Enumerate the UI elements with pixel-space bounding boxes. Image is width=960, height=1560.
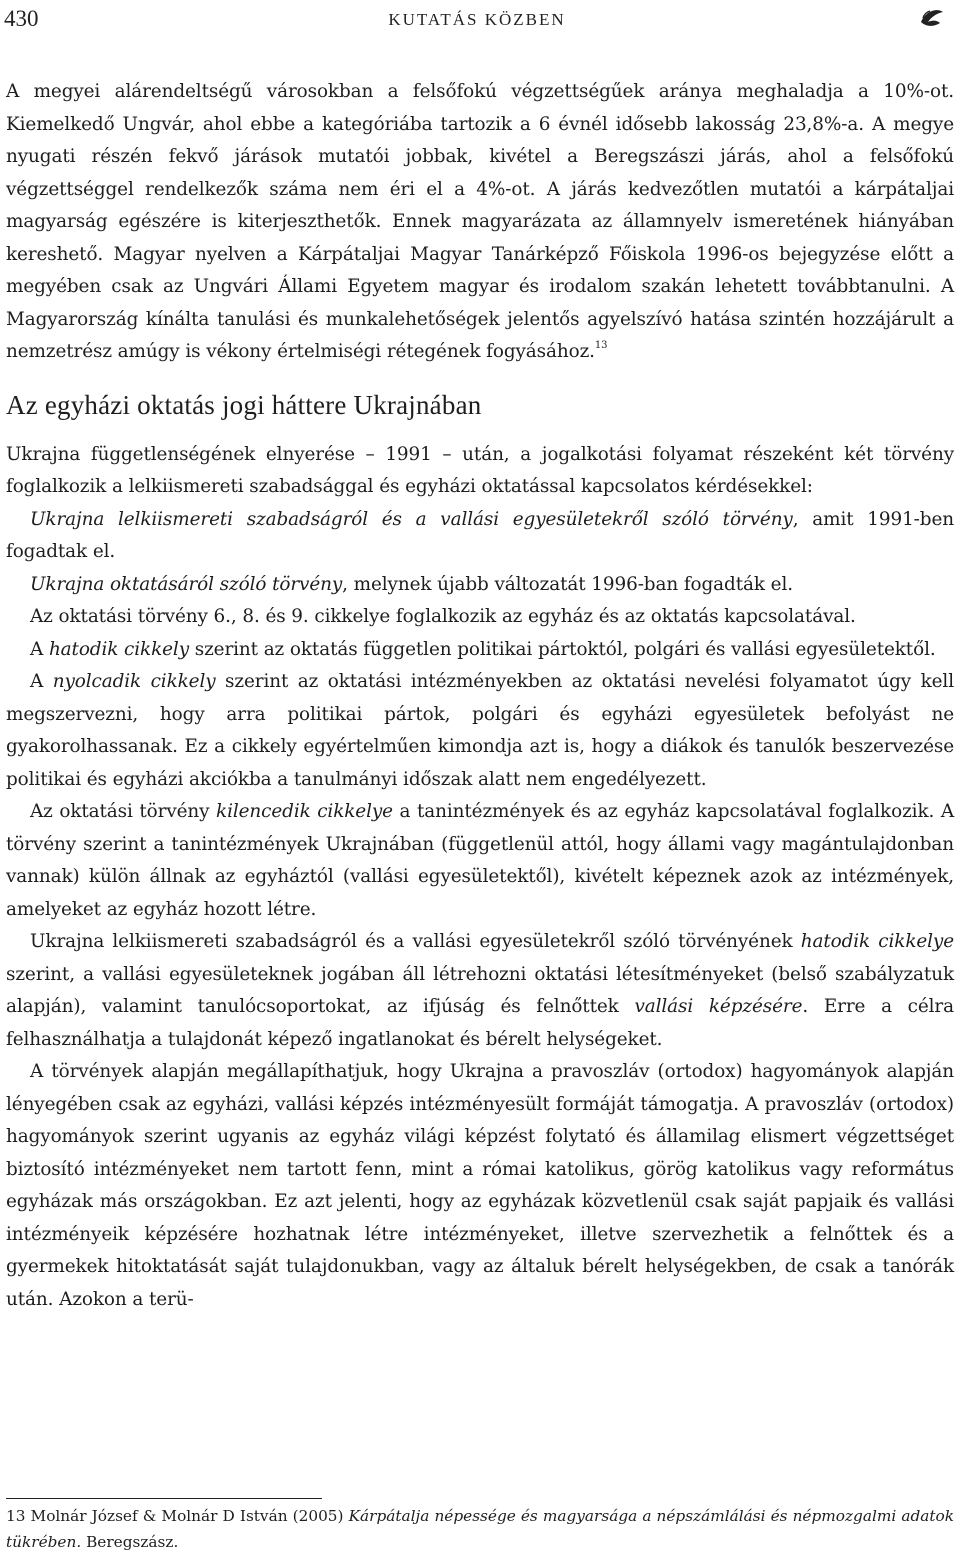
page-number: 430 xyxy=(4,6,39,31)
article-body xyxy=(6,76,954,1316)
paragraph-text: Ukrajna lelkiismereti szabadságról és a vallási egyesületekről szóló törvényének xyxy=(30,931,801,952)
paragraph-text: szerint az oktatási intézményekben az oktatási nevelési folyamatot úgy kell megszervezni, hogy arra politikai pártok, polgári és egyházi egyesületek befolyást ne gyakorolhassanak. Ez a cikkely egyértelműen kimondja azt is, hogy a diákok és tanulók beszervezése politikai és egyházi akciókba a tanulmányi időszak alatt nem engedélyezett. xyxy=(6,671,954,790)
paragraph-religious-law xyxy=(6,926,954,1056)
article-name: kilencedik cikkelye xyxy=(216,801,393,822)
paragraph-articles: Az oktatási törvény 6., 8. és 9. cikkelye foglalkozik az egyház és az oktatás kapcsolatával. xyxy=(30,606,856,627)
paragraph-text: a tanintézmények és az egyház kapcsolatával foglalkozik. A törvény szerint a tanintézmények Ukrajnában (függetlenül attól, hogy állami vagy magántulajdonban vannak) külön állnak az egyháztól (vallási egyesületektől), kivételt képeznek azok az intézmények, amelyeket az egyház hozott létre. xyxy=(6,801,955,920)
running-head: KUTATÁS KÖZBEN xyxy=(388,10,566,29)
paragraph-article-8 xyxy=(6,666,954,796)
paragraph-text: A xyxy=(30,671,53,692)
paragraph-laws-intro: Ukrajna függetlenségének elnyerése – 1991 – után, a jogalkotási folyamat részeként két törvény foglalkozik a lelkiismereti szabadsággal és egyházi oktatással kapcsolatos kérdésekkel: xyxy=(6,443,954,497)
footnote-ref: 13 xyxy=(594,340,608,351)
paragraph-text: Az oktatási törvény xyxy=(30,801,217,822)
footnote-text: 13 Molnár József & Molnár D István (2005) xyxy=(6,1507,349,1525)
paragraph-text: A megyei alárendeltségű városokban a felsőfokú végzettségűek aránya meghaladja a 10%-ot. Kiemelkedő Ungvár, ahol ebbe a kategóriába tartozik a 6 évnél idősebb lakosság 23,8%-a. A megye nyugati részén fekvő járások mutatói jobbak, kivétel a Beregszászi járás, ahol a felsőfokú végzettséggel rendelkezők száma nem éri el a 4%-ot. A járás kedvezőtlen mutatói a kárpátaljai magyarság egészére is kiterjeszthetők. Ennek magyarázata az államnyelv ismeretének hiányában kereshető. Magyar nyelven a Kárpátaljai Magyar Tanárképző Főiskola 1996-os bejegyzése előtt a megyében csak az Ungvári Állami Egyetem magyar és irodalom szakán lehetett továbbtanulni. A Magyarország kínálta tanulási és munkalehetőségek jelentős agyelszívó hatása szintén hozzájárult a nemzetrész amúgy is vékony értelmiségi rétegének fogyásához. xyxy=(6,81,954,362)
paragraph-text: szerint az oktatás független politikai pártoktól, polgári és vallási egyesületektől. xyxy=(188,638,936,660)
emphasis-text: vallási képzésére xyxy=(634,996,803,1017)
paragraph-text: , amit 1991-ben fogadtak el. xyxy=(6,508,954,562)
paragraph-intro xyxy=(6,76,954,369)
footnote-title: Kárpátalja népessége és magyarsága a népszámlálási és népmozgalmi adatok tükrében. xyxy=(6,1507,954,1551)
paragraph-text: . Erre a célra felhasználhatja a tulajdonát képező ingatlanokat és bérelt helységeket. xyxy=(6,996,954,1050)
paragraph-text: A xyxy=(30,638,49,660)
footnote-divider xyxy=(6,1498,322,1499)
footnote-text: Beregszász. xyxy=(81,1533,179,1551)
article-name: hatodik cikkely xyxy=(48,638,189,660)
leaf-ornament-icon xyxy=(918,6,946,30)
paragraph-article-6 xyxy=(6,634,954,667)
paragraph-text: szerint, a vallási egyesületeknek jogában áll létrehozni oktatási létesítményeket (belső szabályzatuk alapján), valamint tanulócsoportokat, az ifjúság és felnőttek xyxy=(6,963,954,1017)
paragraph-text: , melynek újabb változatát 1996-ban fogadták el. xyxy=(342,573,793,595)
article-name: hatodik cikkelye xyxy=(800,931,955,952)
paragraph-law-2 xyxy=(6,569,954,602)
law-title: Ukrajna lelkiismereti szabadságról és a vallási egyesületekről szóló törvény xyxy=(30,508,793,530)
paragraph-conclusion: A törvények alapján megállapíthatjuk, hogy Ukrajna a pravoszláv (ortodox) hagyományok alapján lényegében csak az egyházi, vallási képzés intézményesült formáját támogatja. A pravoszláv (ortodox) hagyományok szerint ugyanis az egyház világi képzést folytató és államilag elismert végzettséget biztosító intézményeket nem tartott fenn, mint a római katolikus, görög katolikus vagy református egyházak más országokban. Ez azt jelenti, hogy az egyházak közvetlenül csak saját papjaik és vallási intézményeik képzésére hozhatnak létre intézményeket, illetve szervezhetik a felnőttek és a gyermekek hitoktatását saját tulajdonukban, vagy az általuk bérelt helységekben, de csak a tanórák után. Azokon a terü- xyxy=(6,1061,954,1310)
paragraph-article-9 xyxy=(6,796,954,926)
paragraph-law-1 xyxy=(6,504,954,569)
section-heading: Az egyházi oktatás jogi háttere Ukrajnában xyxy=(6,389,482,420)
page-header xyxy=(4,2,950,36)
article-name: nyolcadik cikkely xyxy=(52,671,216,692)
footnote xyxy=(6,1503,954,1555)
law-title: Ukrajna oktatásáról szóló törvény xyxy=(30,573,343,595)
